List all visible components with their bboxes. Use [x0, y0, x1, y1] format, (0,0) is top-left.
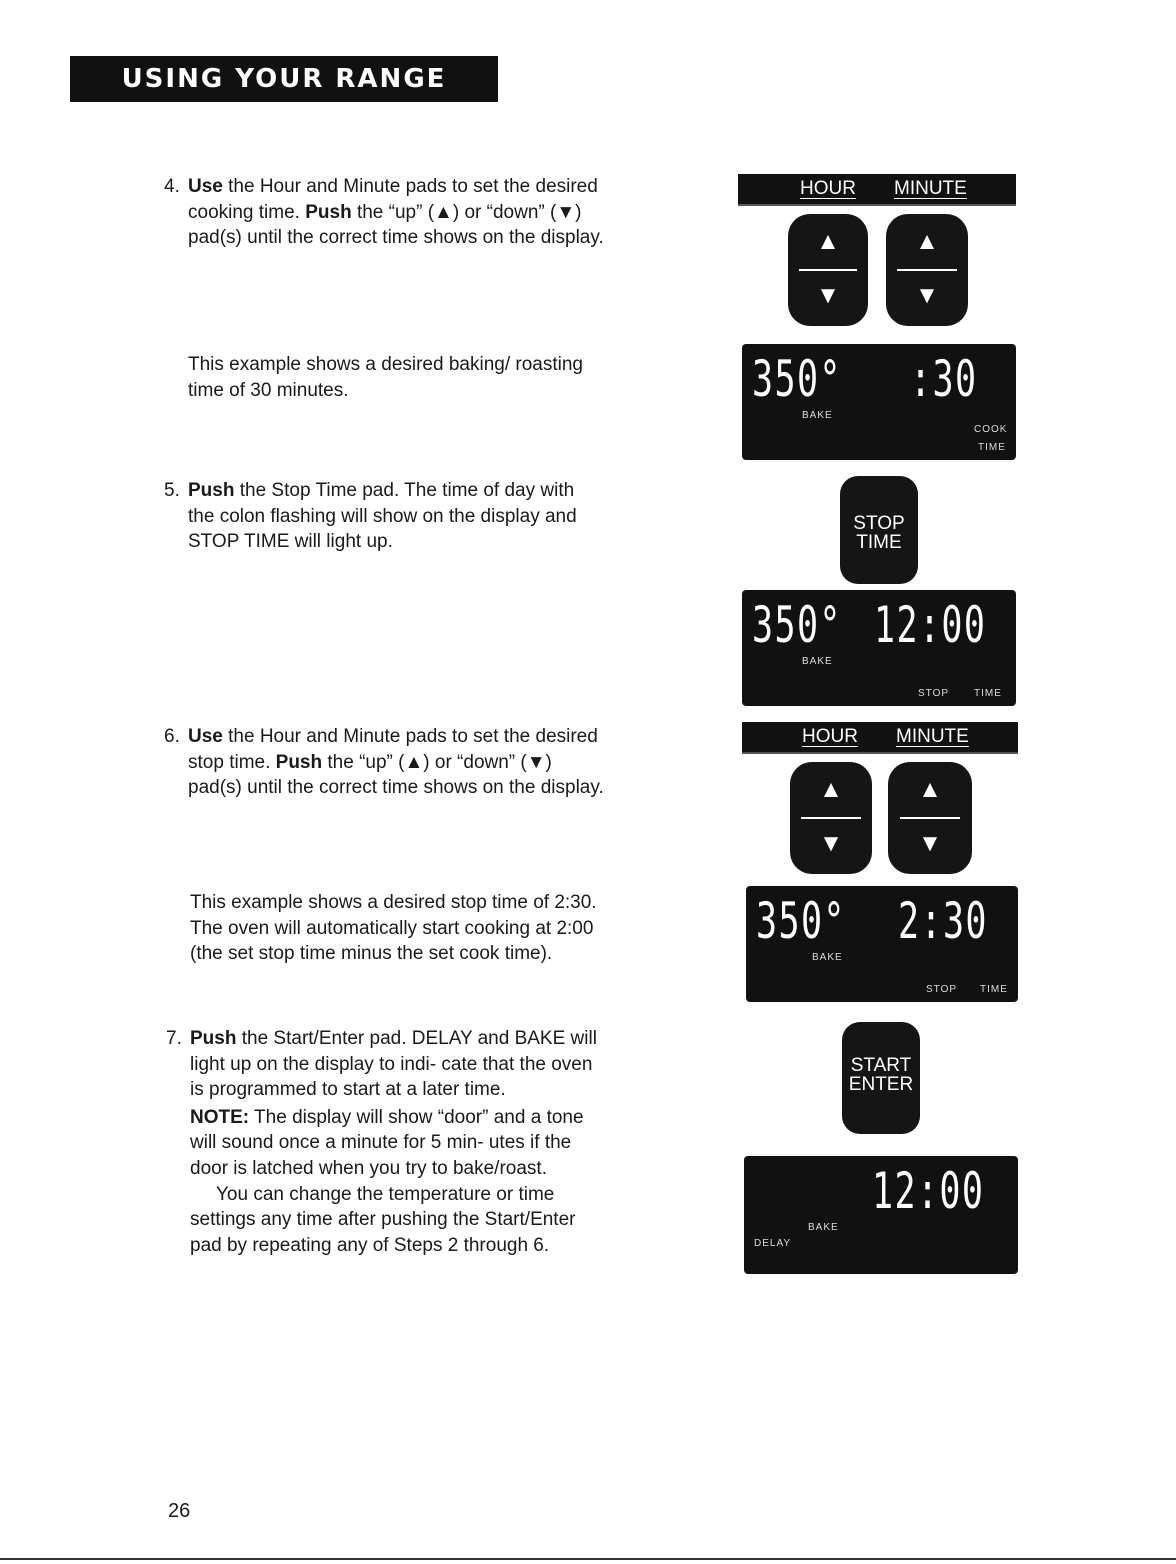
minute-label: MINUTE: [894, 178, 967, 199]
step-text: the Stop Time pad. The time of day with the colon flashing will show on the display and STOP TIME will light up.: [188, 480, 577, 553]
step-text: the “up” (▲) or “down” (▼) pad(s) until the correct time shows on the display.: [188, 751, 604, 799]
hour-pad[interactable]: [788, 214, 868, 326]
up-arrow-icon: ▲: [816, 228, 840, 255]
down-arrow-icon: ▼: [915, 282, 939, 309]
bake-indicator: BAKE: [802, 656, 833, 667]
divider: [900, 817, 960, 819]
delay-indicator: DELAY: [754, 1238, 792, 1249]
step-number: 6.: [164, 726, 180, 747]
time-label: TIME: [856, 532, 902, 553]
time-readout: 12:00: [874, 596, 987, 654]
time-readout: :30: [910, 350, 978, 408]
divider: [801, 817, 860, 819]
step-verb: Push: [188, 480, 235, 501]
temperature-readout: 350°: [752, 596, 842, 654]
down-arrow-icon: ▼: [918, 830, 942, 857]
step-4: [164, 174, 604, 251]
step-4-example: This example shows a desired baking/ roasting time of 30 minutes.: [188, 354, 583, 401]
up-arrow-icon: ▲: [918, 776, 942, 803]
step-verb: Push: [190, 1028, 237, 1049]
step-6: [164, 724, 604, 801]
note-text: The display will show “door” and a tone will sound once a minute for 5 min- utes if the door is latched when you try to bake/roast.: [190, 1106, 584, 1179]
time-readout: 2:30: [898, 892, 988, 950]
step-number: 4.: [164, 176, 180, 197]
hour-minute-label-bar: [738, 174, 1016, 206]
stop-indicator: STOP: [926, 984, 958, 995]
note-label: NOTE:: [190, 1106, 250, 1128]
step-text: the Start/Enter pad. DELAY and BAKE will light up on the display to indi- cate that the oven is programmed to start at a later time.: [190, 1028, 597, 1101]
down-arrow-icon: ▼: [816, 282, 840, 309]
hour-label: HOUR: [802, 726, 858, 747]
cook-indicator: COOK: [974, 424, 1008, 435]
up-arrow-icon: ▲: [915, 228, 939, 255]
temperature-readout: 350°: [756, 892, 846, 950]
hour-label: HOUR: [800, 178, 856, 199]
page-number: 26: [168, 1500, 191, 1522]
hour-pad[interactable]: [790, 762, 872, 874]
hour-minute-label-bar: [742, 722, 1018, 754]
down-arrow-icon: ▼: [819, 830, 843, 857]
section-banner: USING YOUR RANGE: [70, 56, 498, 102]
footer-rule: [0, 1558, 1176, 1560]
step-5: [164, 478, 604, 555]
start-enter-button[interactable]: [842, 1022, 920, 1134]
step-text: the “up” (▲) or “down” (▼) pad(s) until the correct time shows on the display.: [188, 201, 604, 249]
bake-indicator: BAKE: [802, 410, 833, 421]
divider: [897, 269, 956, 271]
temperature-readout: 350°: [752, 350, 842, 408]
start-label: START: [850, 1055, 912, 1076]
bake-indicator: BAKE: [808, 1222, 839, 1233]
oven-display-stop-time-set: [746, 886, 1018, 1002]
oven-display-stop-time: [742, 590, 1016, 706]
time-indicator: TIME: [974, 688, 1002, 699]
step-verb: Use: [188, 176, 223, 197]
bake-indicator: BAKE: [812, 952, 843, 963]
oven-display-cook-time: [742, 344, 1016, 460]
stop-indicator: STOP: [918, 688, 950, 699]
time-indicator: TIME: [980, 984, 1008, 995]
step-verb: Push: [305, 201, 352, 223]
stop-label: STOP: [853, 513, 905, 534]
step-6-example: This example shows a desired stop time of 2:30. The oven will automatically start cooking at 2:00 (the set stop time minus the set cook time).: [190, 892, 597, 965]
minute-label: MINUTE: [896, 726, 969, 747]
step-number: 7.: [166, 1028, 182, 1049]
step-extra-text: You can change the temperature or time settings any time after pushing the Start/Enter pad by repeating any of Steps 2 through 6.: [190, 1183, 576, 1256]
step-verb: Use: [188, 726, 223, 747]
enter-label: ENTER: [848, 1074, 914, 1095]
step-7: [166, 1026, 606, 1258]
step-text: the Hour and Minute pads to set the desired stop time.: [188, 726, 598, 773]
time-indicator: TIME: [978, 442, 1006, 453]
up-arrow-icon: ▲: [819, 776, 843, 803]
step-verb: Push: [275, 751, 323, 773]
divider: [799, 269, 857, 271]
step-number: 5.: [164, 480, 180, 501]
oven-display-delay: [744, 1156, 1018, 1274]
stop-time-button[interactable]: [840, 476, 918, 584]
minute-pad[interactable]: [886, 214, 968, 326]
time-readout: 12:00: [872, 1162, 985, 1220]
step-text: the Hour and Minute pads to set the desired cooking time.: [188, 176, 598, 223]
minute-pad[interactable]: [888, 762, 972, 874]
